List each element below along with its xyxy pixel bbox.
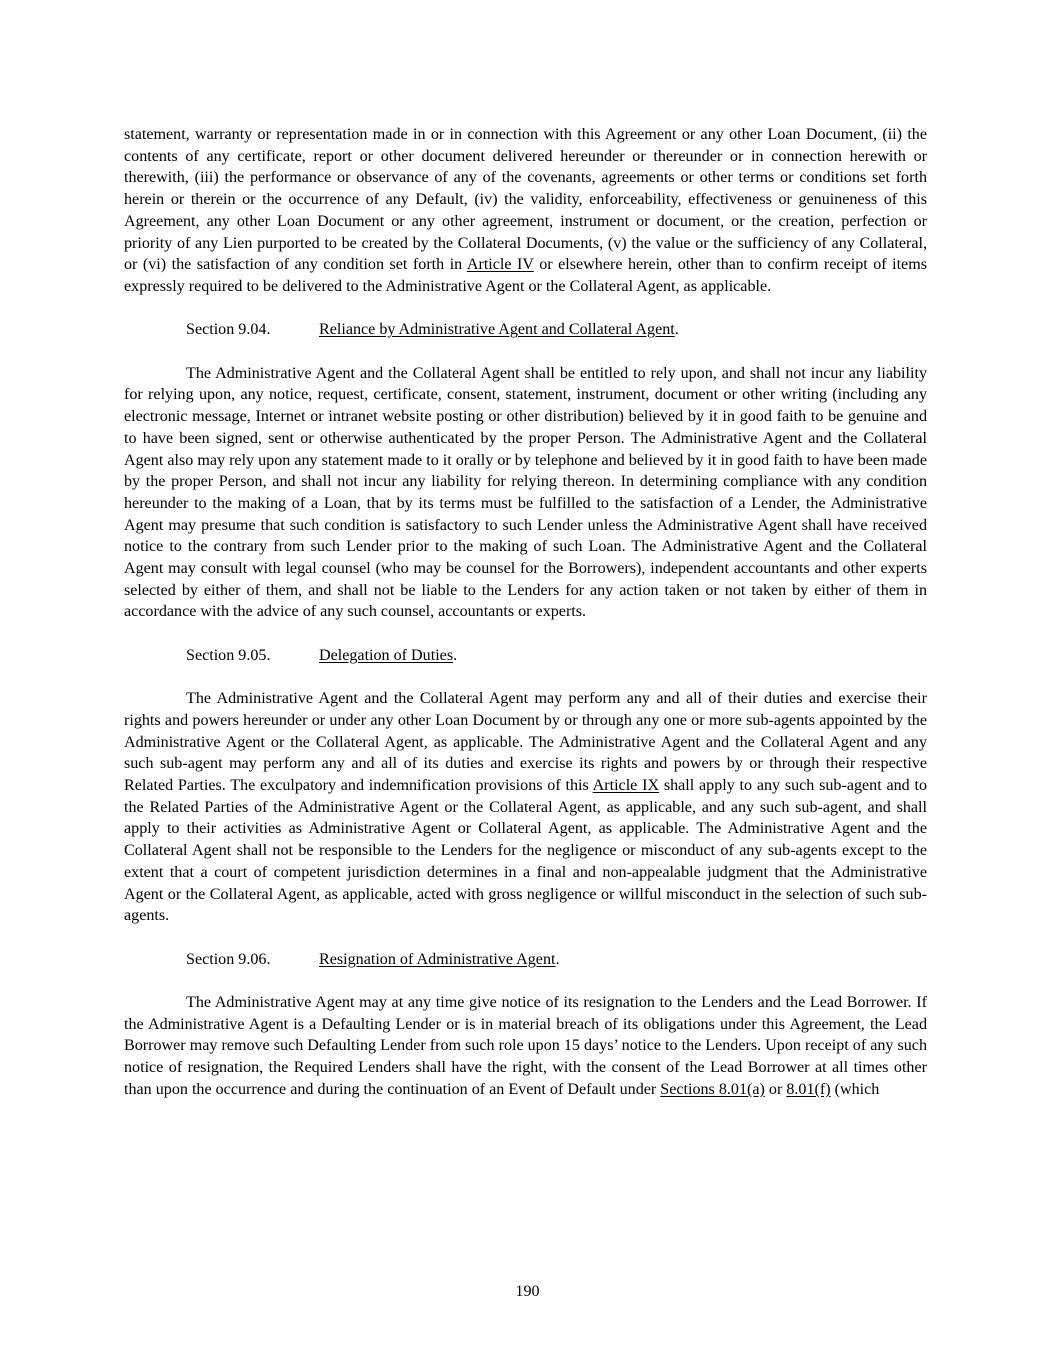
section-title: Delegation of Duties xyxy=(319,646,454,664)
heading-period: . xyxy=(674,321,679,339)
body-text: or xyxy=(768,1080,783,1098)
section-9-06-body xyxy=(124,992,927,1101)
heading-period: . xyxy=(453,646,458,664)
body-text: shall apply to any such sub-agent and to the Related Parties of the Administrative Agent or the Collateral Agent, as applicable, and any such sub-agent, and shall apply to their activities as Administrative Agent or Collateral Agent, as applicable. The Administrative Agent and the Collateral Agent shall not be responsible to the Lenders for the negligence or misconduct of any sub-agents except to the extent that a court of competent jurisdiction determines in a final and non-appealable judgment that the Administrative Agent or the Collateral Agent, as applicable, acted with gross negligence or willful misconduct in the selection of such sub-agents. xyxy=(124,777,927,925)
section-number: Section 9.06. xyxy=(186,950,271,968)
section-number: Section 9.05. xyxy=(186,646,271,664)
page-number: 190 xyxy=(515,1283,540,1300)
section-title: Reliance by Administrative Agent and Collateral Agent xyxy=(319,321,675,339)
section-number: Section 9.04. xyxy=(186,321,271,339)
section-heading-9-06 xyxy=(186,949,927,971)
body-text: (which xyxy=(834,1080,880,1098)
body-text: The Administrative Agent and the Collateral Agent may perform any and all of their duties and exercise their rights and powers hereunder or under any other Loan Document by or through any one or more sub-agents appointed by the Administrative Agent or the Collateral Agent, as applicable. The Administrative Agent and the Collateral Agent and any such sub-agent may perform any and all of its duties and exercise its rights and powers by or through their respective Related Parties. The exculpatory and indemnification provisions of this xyxy=(124,690,927,795)
continuation-text: statement, warranty or representation made in or in connection with this Agreement or any other Loan Document, (ii) the contents of any certificate, report or other document delivered hereunder or thereunder or in connection herewith or therewith, (iii) the performance or observance of any of the covenants, agreements or other terms or conditions set forth herein or therein or the occurrence of any Default, (iv) the validity, enforceability, effectiveness or genuineness of this Agreement, any other Loan Document or any other agreement, instrument or document, or the creation, perfection or priority of any Lien purported to be created by the Collateral Documents, (v) the value or the sufficiency of any Collateral, or (vi) the satisfaction of any condition set forth in xyxy=(124,126,927,274)
cross-reference-section-8-01-a[interactable]: Sections 8.01(a) xyxy=(660,1080,765,1098)
section-heading-9-04 xyxy=(186,319,927,341)
section-title: Resignation of Administrative Agent xyxy=(319,950,556,968)
cross-reference-article-ix[interactable]: Article IX xyxy=(592,777,660,795)
cross-reference-article-iv[interactable]: Article IV xyxy=(466,256,534,274)
continuation-paragraph xyxy=(124,124,927,298)
section-heading-9-05 xyxy=(186,645,927,667)
heading-period: . xyxy=(555,950,560,968)
section-9-05-body xyxy=(124,688,927,927)
continuation-text: or elsewhere herein, other than to confirm receipt of items expressly required to be delivered to the Administrative Agent or the Collateral Agent, as applicable. xyxy=(124,256,927,295)
section-9-04-body: The Administrative Agent and the Collateral Agent shall be entitled to rely upon, and shall not incur any liability for relying upon, any notice, request, certificate, consent, statement, instrument, document or other writing (including any electronic message, Internet or intranet website posting or other distribution) believed by it in good faith to be genuine and to have been signed, sent or otherwise authenticated by the proper Person. The Administrative Agent and the Collateral Agent also may rely upon any statement made to it orally or by telephone and believed by it in good faith to have been made by the proper Person, and shall not incur any liability for relying thereon. In determining compliance with any condition hereunder to the making of a Loan, that by its terms must be fulfilled to the satisfaction of a Lender, the Administrative Agent may presume that such condition is satisfactory to such Lender unless the Administrative Agent shall have received notice to the contrary from such Lender prior to the making of such Loan. The Administrative Agent and the Collateral Agent may consult with legal counsel (who may be counsel for the Borrowers), independent accountants and other experts selected by either of them, and shall not be liable to the Lenders for any action taken or not taken by either of them in accordance with the advice of any such counsel, accountants or experts. xyxy=(124,364,927,621)
body-text: The Administrative Agent may at any time give notice of its resignation to the Lenders and the Lead Borrower. If the Administrative Agent is a Defaulting Lender or is in material breach of its obligations under this Agreement, the Lead Borrower may remove such Defaulting Lender from such role upon 15 days’ notice to the Lenders. Upon receipt of any such notice of resignation, the Required Lenders shall have the right, with the consent of the Lead Borrower at all times other than upon the occurrence and during the continuation of an Event of Default under xyxy=(124,994,927,1098)
cross-reference-section-8-01-f[interactable]: 8.01(f) xyxy=(786,1080,831,1098)
page-content xyxy=(124,124,927,1122)
